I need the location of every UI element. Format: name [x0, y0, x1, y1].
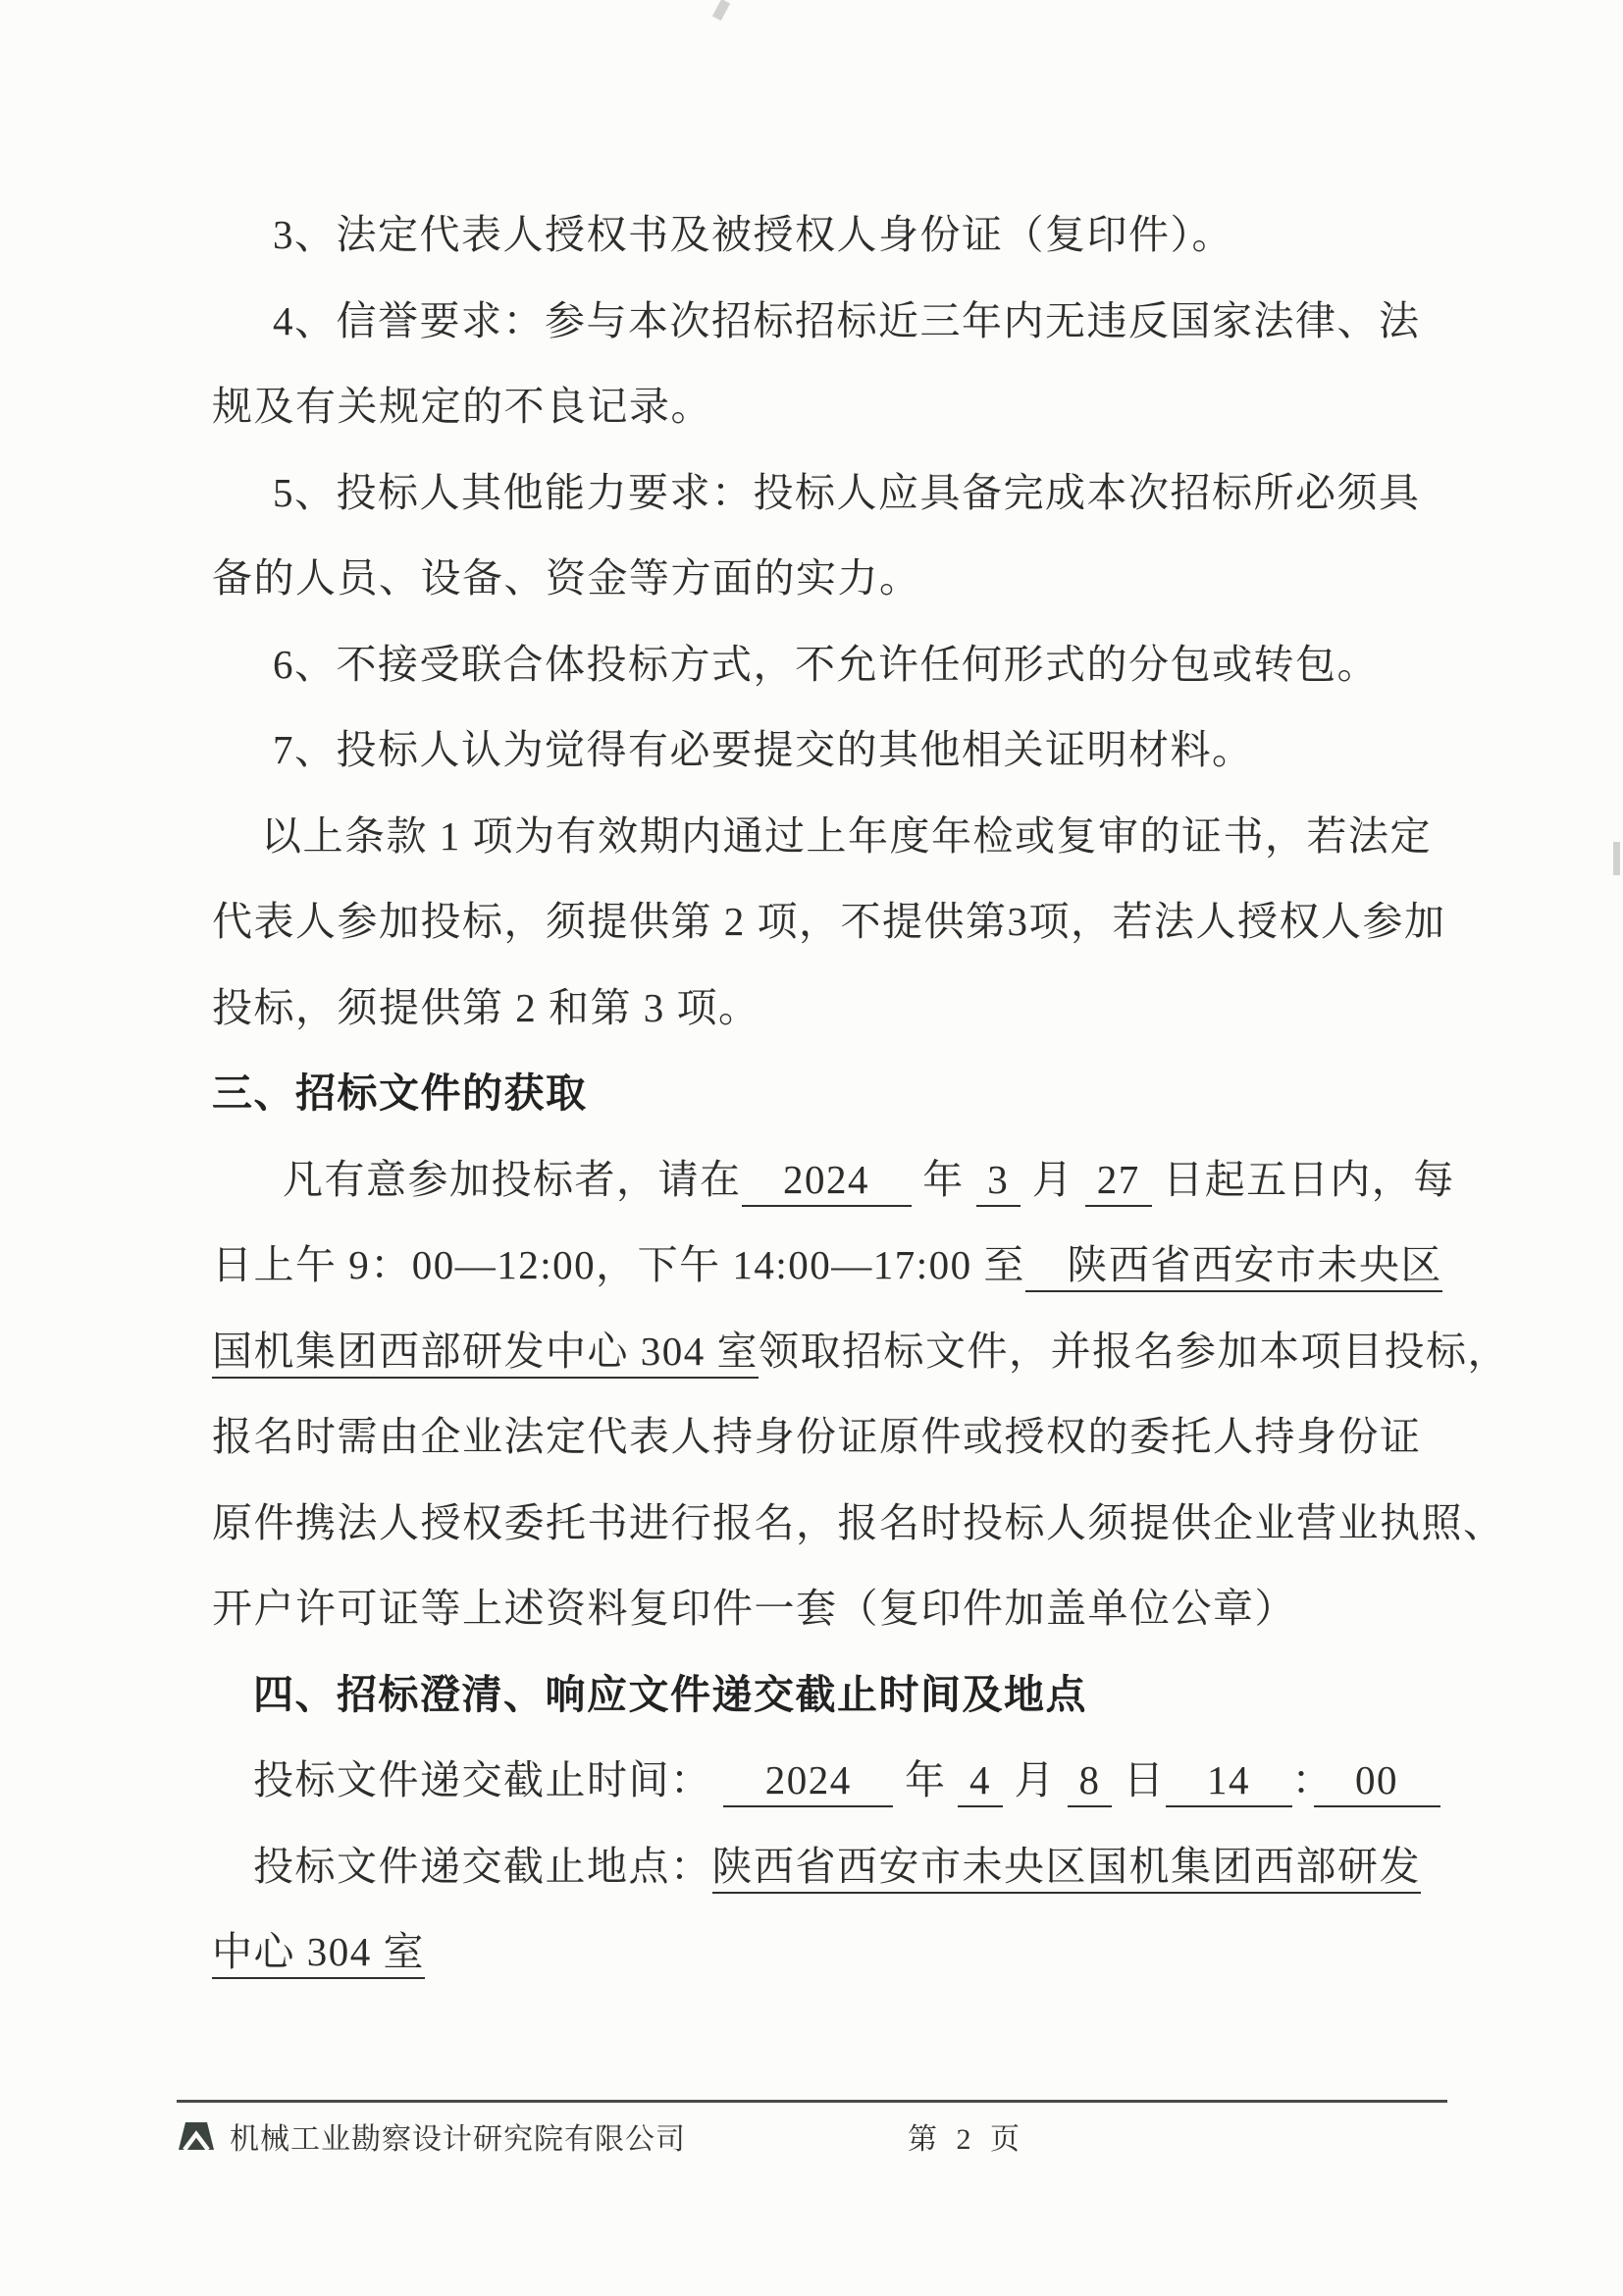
text-segment: 投标文件递交截止地点： — [253, 1843, 712, 1889]
text-segment: 报名时需由企业法定代表人持身份证原件或授权的委托人持身份证 — [212, 1414, 1422, 1459]
underlined-value: 4 — [958, 1757, 1003, 1807]
text-segment: 日 — [1112, 1757, 1166, 1802]
obtain-line-4 — [212, 1394, 1456, 1481]
text-segment: 日上午 9：00—12:00，下午 14:00—17:00 至 — [212, 1242, 1025, 1287]
text-segment: 原件携法人授权委托书进行报名，报名时投标人须提供企业营业执照、 — [212, 1499, 1505, 1545]
text-segment: 备的人员、设备、资金等方面的实力。 — [212, 555, 921, 600]
text-segment: 4、信誉要求：参与本次招标招标近三年内无违反国家法律、法 — [273, 297, 1421, 343]
obtain-line-6 — [212, 1566, 1456, 1652]
text-segment: 3、法定代表人授权书及被授权人身份证（复印件）。 — [273, 212, 1233, 257]
item-3 — [212, 192, 1456, 279]
deadline-place-line-2 — [212, 1909, 1456, 1996]
deadline-time — [212, 1738, 1456, 1824]
footer-company-name: 机械工业勘察设计研究院有限公司 — [230, 2123, 686, 2156]
text-segment: 领取招标文件，并报名参加本项目投标， — [759, 1328, 1509, 1374]
document-body — [212, 192, 1509, 1996]
underlined-value: 2024 — [723, 1757, 893, 1807]
underlined-value: 国机集团西部研发中心 304 室 — [212, 1329, 759, 1379]
text-segment: 规及有关规定的不良记录。 — [212, 384, 712, 429]
footer-divider — [177, 2100, 1447, 2103]
text-segment: 开户许可证等上述资料复印件一套（复印件加盖单位公章） — [212, 1586, 1296, 1631]
underlined-value: 2024 — [742, 1157, 912, 1207]
item-4-line-2 — [212, 364, 1456, 450]
text-segment: 5、投标人其他能力要求：投标人应具备完成本次招标所必须具 — [273, 469, 1421, 515]
text-segment: 月 — [1002, 1757, 1068, 1802]
text-segment: ： — [1291, 1757, 1314, 1802]
text-segment: 年 — [911, 1156, 976, 1202]
item-5-line-2 — [212, 536, 1456, 622]
footer-row — [177, 2114, 1447, 2158]
company-logo-icon — [177, 2119, 216, 2153]
section-3-heading — [212, 1051, 1456, 1137]
text-segment: 日起五日内，每 — [1151, 1156, 1455, 1202]
scan-artifact — [1613, 842, 1620, 875]
underlined-value: 14 — [1166, 1757, 1292, 1807]
item-5-line-1 — [212, 450, 1456, 537]
text-segment: 投标，须提供第 2 和第 3 项。 — [212, 984, 760, 1030]
text-segment: 7、投标人认为觉得有必要提交的其他相关证明材料。 — [273, 727, 1254, 772]
underlined-value: 27 — [1085, 1157, 1152, 1207]
text-segment: 凡有意参加投标者，请在 — [283, 1156, 742, 1202]
underlined-value: 中心 304 室 — [212, 1929, 425, 1979]
obtain-line-1 — [212, 1137, 1456, 1224]
item-7 — [212, 707, 1456, 794]
text-segment: 投标文件递交截止时间： — [253, 1757, 724, 1802]
scan-artifact — [712, 0, 730, 21]
page-number: 第 2 页 — [908, 2123, 1025, 2156]
text-segment: 以上条款 1 项为有效期内通过上年度年检或复审的证书，若法定 — [261, 812, 1432, 859]
underlined-value: 8 — [1068, 1757, 1113, 1807]
text-segment: 代表人参加投标，须提供第 2 项，不提供第3项，若法人授权人参加 — [212, 899, 1446, 944]
text-segment: 6、不接受联合体投标方式，不允许任何形式的分包或转包。 — [273, 641, 1379, 687]
obtain-line-5 — [212, 1481, 1505, 1567]
text-segment: 三、招标文件的获取 — [212, 1070, 588, 1116]
underlined-value: 3 — [976, 1157, 1021, 1207]
page-footer — [177, 2100, 1447, 2158]
obtain-line-3 — [212, 1309, 1509, 1395]
section-4-heading — [212, 1652, 1456, 1739]
item-4-line-1 — [212, 279, 1456, 365]
underlined-value: 00 — [1314, 1757, 1440, 1807]
note-line-2 — [212, 879, 1456, 965]
note-line-3 — [212, 965, 1456, 1052]
text-segment: 月 — [1021, 1156, 1085, 1202]
text-segment: 四、招标澄清、响应文件递交截止时间及地点 — [253, 1671, 1087, 1717]
note-line-1 — [212, 794, 1456, 880]
underlined-value: 陕西省西安市未央区 — [1025, 1242, 1442, 1292]
obtain-line-2 — [212, 1223, 1456, 1309]
deadline-place-line-1 — [212, 1824, 1456, 1910]
item-6 — [212, 622, 1456, 708]
underlined-value: 陕西省西安市未央区国机集团西部研发 — [712, 1844, 1422, 1894]
text-segment: 年 — [893, 1757, 959, 1802]
